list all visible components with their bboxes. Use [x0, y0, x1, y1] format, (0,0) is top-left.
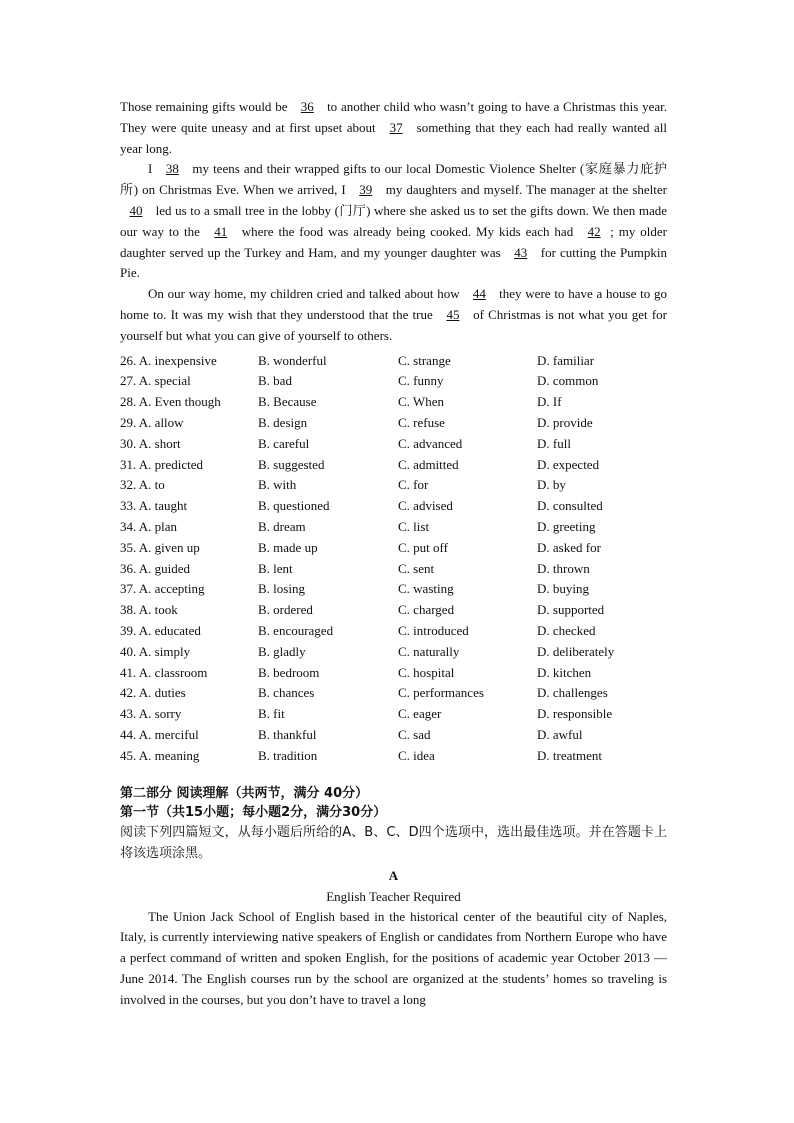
question-option-a: 37. A. accepting [120, 581, 205, 597]
option-d: D. deliberately [537, 643, 615, 659]
cloze-paragraph [120, 159, 667, 284]
section-heading: 第一节（共15小题；每小题2分，满分30分） [120, 804, 387, 820]
option-b: B. tradition [258, 747, 318, 763]
option-d: D. treatment [537, 747, 602, 763]
blank-43: 43 [514, 244, 528, 260]
option-b: B. bad [258, 373, 292, 389]
option-b: B. dream [258, 518, 306, 534]
option-c: C. charged [398, 602, 455, 618]
option-b: B. losing [258, 581, 305, 597]
option-c: C. idea [398, 747, 435, 763]
option-d: D. kitchen [537, 664, 592, 680]
option-b: B. careful [258, 435, 310, 451]
option-b: B. gladly [258, 643, 306, 659]
passage-letter: A [388, 867, 399, 883]
option-b: B. wonderful [258, 352, 327, 368]
question-row [120, 392, 667, 413]
part-heading: 第二部分 阅读理解（共两节，满分 40分） [120, 785, 369, 801]
option-b: B. with [258, 477, 297, 493]
option-c: C. sad [398, 726, 431, 742]
question-option-a: 43. A. sorry [120, 706, 182, 722]
passage-text: I [148, 161, 157, 177]
question-row [120, 475, 667, 496]
blank-42: 42 [587, 223, 601, 239]
question-row [120, 683, 667, 704]
option-d: D. provide [537, 414, 593, 430]
option-d: D. full [537, 435, 571, 451]
option-c: C. funny [398, 373, 444, 389]
option-d: D. greeting [537, 518, 596, 534]
option-c: C. When [398, 394, 444, 410]
passage-text: led us to a small tree in the lobby (门厅) where she asked us to set the gifts down. We then made our way to the [120, 202, 667, 239]
passage-text: something that they each had really wanted all year long. [120, 119, 667, 156]
blank-44: 44 [472, 286, 486, 302]
option-c: C. put off [398, 539, 448, 555]
question-row [120, 351, 667, 372]
option-c: C. for [398, 477, 429, 493]
option-c: C. sent [398, 560, 435, 576]
option-d: D. awful [537, 726, 583, 742]
option-c: C. hospital [398, 664, 455, 680]
question-option-a: 30. A. short [120, 435, 181, 451]
option-b: B. fit [258, 706, 285, 722]
question-row [120, 455, 667, 476]
option-d: D. asked for [537, 539, 601, 555]
option-b: B. bedroom [258, 664, 320, 680]
blank-40: 40 [129, 202, 143, 218]
option-d: D. challenges [537, 685, 608, 701]
blank-38: 38 [165, 161, 179, 177]
question-row [120, 579, 667, 600]
option-b: B. design [258, 414, 308, 430]
option-c: C. strange [398, 352, 451, 368]
option-c: C. admitted [398, 456, 459, 472]
question-row [120, 371, 667, 392]
question-row [120, 746, 667, 767]
passage-text: Those remaining gifts would be [120, 99, 292, 114]
option-b: B. thankful [258, 726, 317, 742]
option-b: B. ordered [258, 602, 313, 618]
question-option-a: 33. A. taught [120, 498, 188, 514]
option-d: D. If [537, 394, 562, 410]
option-c: C. eager [398, 706, 442, 722]
passage-text: to another child who wasn’t going to have a Christmas this year. They were quite uneasy and at first upset about [120, 99, 668, 135]
blank-41: 41 [214, 223, 228, 239]
question-option-a: 42. A. duties [120, 685, 186, 701]
question-row [120, 559, 667, 580]
question-option-a: 45. A. meaning [120, 747, 200, 763]
option-d: D. expected [537, 456, 600, 472]
passage-text: my daughters and myself. The manager at the shelter [381, 182, 667, 198]
cloze-paragraph [120, 97, 667, 159]
question-option-a: 34. A. plan [120, 518, 178, 534]
cloze-paragraph [120, 284, 667, 346]
instructions: 阅读下列四篇短文，从每小题后所给的A、B、C、D四个选项中，选出最佳选项。并在答题卡上将该选项涂黑。 [120, 824, 667, 861]
question-row [120, 704, 667, 725]
option-c: C. advised [398, 498, 453, 514]
option-c: C. wasting [398, 581, 454, 597]
question-row [120, 496, 667, 517]
option-c: C. introduced [398, 622, 469, 638]
question-row [120, 538, 667, 559]
question-option-a: 29. A. allow [120, 414, 184, 430]
option-c: C. advanced [398, 435, 463, 451]
option-b: B. encouraged [258, 622, 334, 638]
passage-text: for cutting the Pumpkin Pie. [120, 244, 667, 281]
option-d: D. familiar [537, 352, 595, 368]
option-b: B. questioned [258, 498, 330, 514]
question-option-a: 32. A. to [120, 477, 165, 493]
option-d: D. checked [537, 622, 596, 638]
question-row [120, 663, 667, 684]
options-list [120, 351, 667, 767]
option-c: C. refuse [398, 414, 445, 430]
option-d: D. buying [537, 581, 589, 597]
passage-text: they were to have a house to go home to. It was my wish that they understood that the true [120, 286, 667, 322]
option-c: C. list [398, 518, 430, 534]
option-d: D. responsible [537, 706, 613, 722]
option-c: C. naturally [398, 643, 460, 659]
question-option-a: 38. A. took [120, 602, 178, 618]
question-option-a: 44. A. merciful [120, 726, 199, 742]
question-option-a: 41. A. classroom [120, 664, 208, 680]
option-d: D. by [537, 477, 566, 493]
question-option-a: 31. A. predicted [120, 456, 204, 472]
blank-37: 37 [389, 119, 403, 135]
question-row [120, 517, 667, 538]
question-option-a: 35. A. given up [120, 539, 200, 555]
passage-text: my teens and their wrapped gifts to our local Domestic Violence Shelter (家庭暴力庇护所) on Christmas Eve. When we arrived, I [120, 161, 667, 198]
page-content [120, 97, 667, 1010]
question-option-a: 26. A. inexpensive [120, 352, 217, 368]
passage-text: On our way home, my children cried and talked about how [148, 286, 464, 302]
option-d: D. common [537, 373, 599, 389]
passage-text: where the food was already being cooked. My kids each had [236, 223, 579, 239]
question-option-a: 28. A. Even though [120, 394, 221, 410]
blank-36: 36 [300, 99, 314, 114]
question-row [120, 600, 667, 621]
option-c: C. performances [398, 685, 484, 701]
question-row [120, 621, 667, 642]
blank-45: 45 [446, 306, 460, 322]
option-b: B. chances [258, 685, 315, 701]
passage-a-body: The Union Jack School of English based in the historical center of the beautiful city of Naples, Italy, is currently interviewing native speakers of English or candidates from Northern Europe who have a perfect command of written and spoken English, for the positions of academic year October 2013 — June 2014. The English courses run by the school are organized at the students’ homes so traveling is involved in the courses, but you don’t have to travel a long [120, 908, 667, 1007]
option-b: B. suggested [258, 456, 325, 472]
passage-text: ; my older daughter served up the Turkey and Ham, and my younger daughter was [120, 223, 667, 260]
question-option-a: 40. A. simply [120, 643, 191, 659]
option-d: D. consulted [537, 498, 603, 514]
question-option-a: 36. A. guided [120, 560, 191, 576]
question-option-a: 27. A. special [120, 373, 191, 389]
option-b: B. lent [258, 560, 293, 576]
option-d: D. thrown [537, 560, 590, 576]
question-row [120, 413, 667, 434]
blank-39: 39 [359, 182, 373, 198]
question-row [120, 642, 667, 663]
question-row [120, 725, 667, 746]
option-b: B. made up [258, 539, 318, 555]
passage-text: of Christmas is not what you get for yourself but what you can give of yourself to others. [120, 306, 667, 343]
passage-title: English Teacher Required [326, 888, 461, 904]
cloze-passage [120, 97, 667, 347]
option-b: B. Because [258, 394, 317, 410]
option-d: D. supported [537, 602, 605, 618]
question-option-a: 39. A. educated [120, 622, 201, 638]
question-row [120, 434, 667, 455]
